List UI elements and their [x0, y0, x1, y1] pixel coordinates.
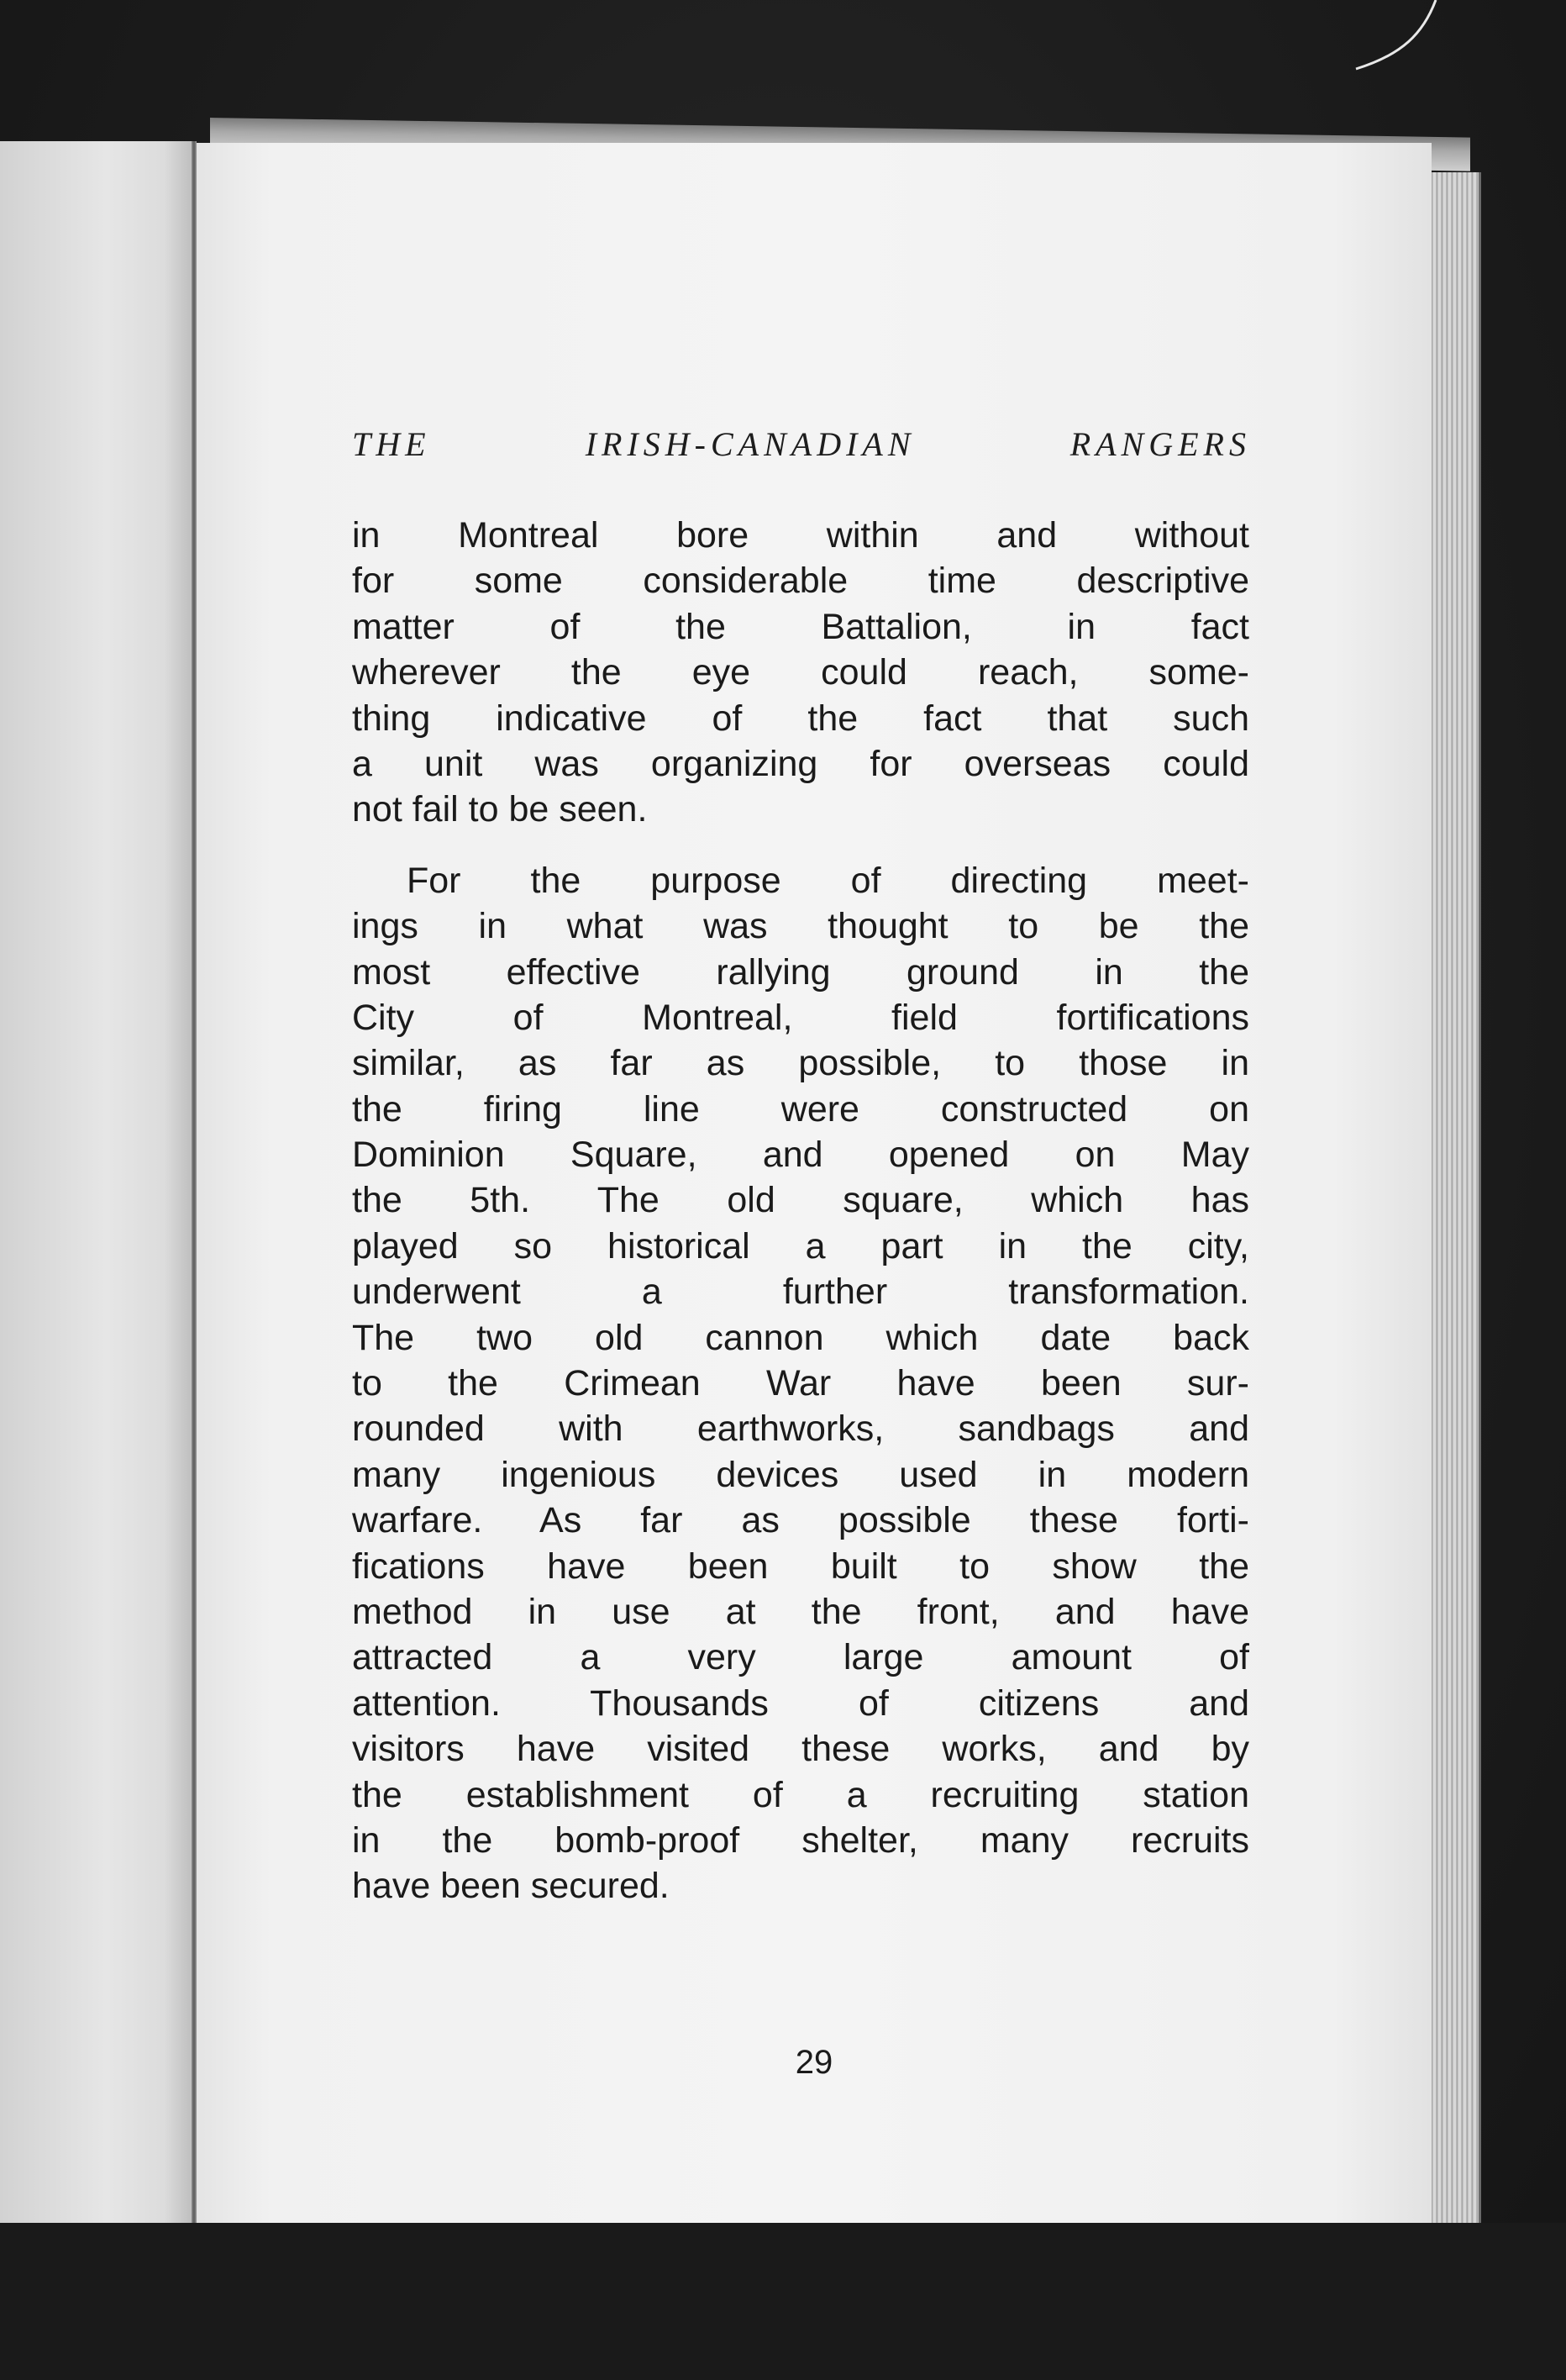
text-line: most effective rallying ground in the	[352, 951, 1249, 993]
text-line: underwent a further transformation.	[352, 1272, 1249, 1313]
text-line: the firing line were constructed on	[352, 1088, 1249, 1129]
text-line: attention. Thousands of citizens and	[352, 1682, 1249, 1724]
text-line: The two old cannon which date back	[352, 1317, 1249, 1358]
right-page	[197, 143, 1432, 2223]
text-line: played so historical a part in the city,	[352, 1225, 1249, 1266]
background-shadow	[0, 2223, 1566, 2380]
text-line: the establishment of a recruiting station	[352, 1774, 1249, 1815]
page-edges-right	[1428, 172, 1481, 2235]
text-line: have been secured.	[352, 1866, 670, 1907]
text-line: attracted a very large amount of	[352, 1637, 1249, 1678]
text-line: in Montreal bore within and without	[352, 515, 1249, 556]
text-line: Dominion Square, and opened on May	[352, 1135, 1249, 1176]
text-line: matter of the Battalion, in fact	[352, 606, 1249, 647]
text-line: method in use at the front, and have	[352, 1591, 1249, 1632]
text-line: ings in what was thought to be the	[352, 906, 1249, 947]
text-line: thing indicative of the fact that such	[352, 698, 1249, 739]
paragraph-gap	[352, 833, 1249, 858]
running-head: THE IRISH-CANADIAN RANGERS	[352, 425, 1251, 463]
text-line: not fail to be seen.	[352, 789, 648, 830]
body-text	[352, 513, 1249, 1909]
page-number: 29	[795, 2044, 833, 2081]
text-line: to the Crimean War have been sur-	[352, 1363, 1249, 1404]
text-line: the 5th. The old square, which has	[352, 1180, 1249, 1221]
scratch-mark	[1322, 0, 1440, 80]
text-line: wherever the eye could reach, some-	[352, 652, 1249, 693]
text-line: in the bomb-proof shelter, many recruits	[352, 1819, 1249, 1861]
text-line: similar, as far as possible, to those in	[352, 1043, 1249, 1084]
text-line: warfare. As far as possible these forti-	[352, 1500, 1249, 1541]
text-line: a unit was organizing for overseas could	[352, 743, 1249, 784]
text-line: for some considerable time descriptive	[352, 561, 1249, 602]
text-line: fications have been built to show the	[352, 1545, 1249, 1587]
text-line: rounded with earthworks, sandbags and	[352, 1409, 1249, 1450]
left-page	[0, 141, 193, 2225]
text-line: For the purpose of directing meet-	[407, 860, 1249, 901]
text-line: visitors have visited these works, and by	[352, 1729, 1249, 1770]
text-line: many ingenious devices used in modern	[352, 1454, 1249, 1495]
text-line: City of Montreal, field fortifications	[352, 997, 1249, 1038]
